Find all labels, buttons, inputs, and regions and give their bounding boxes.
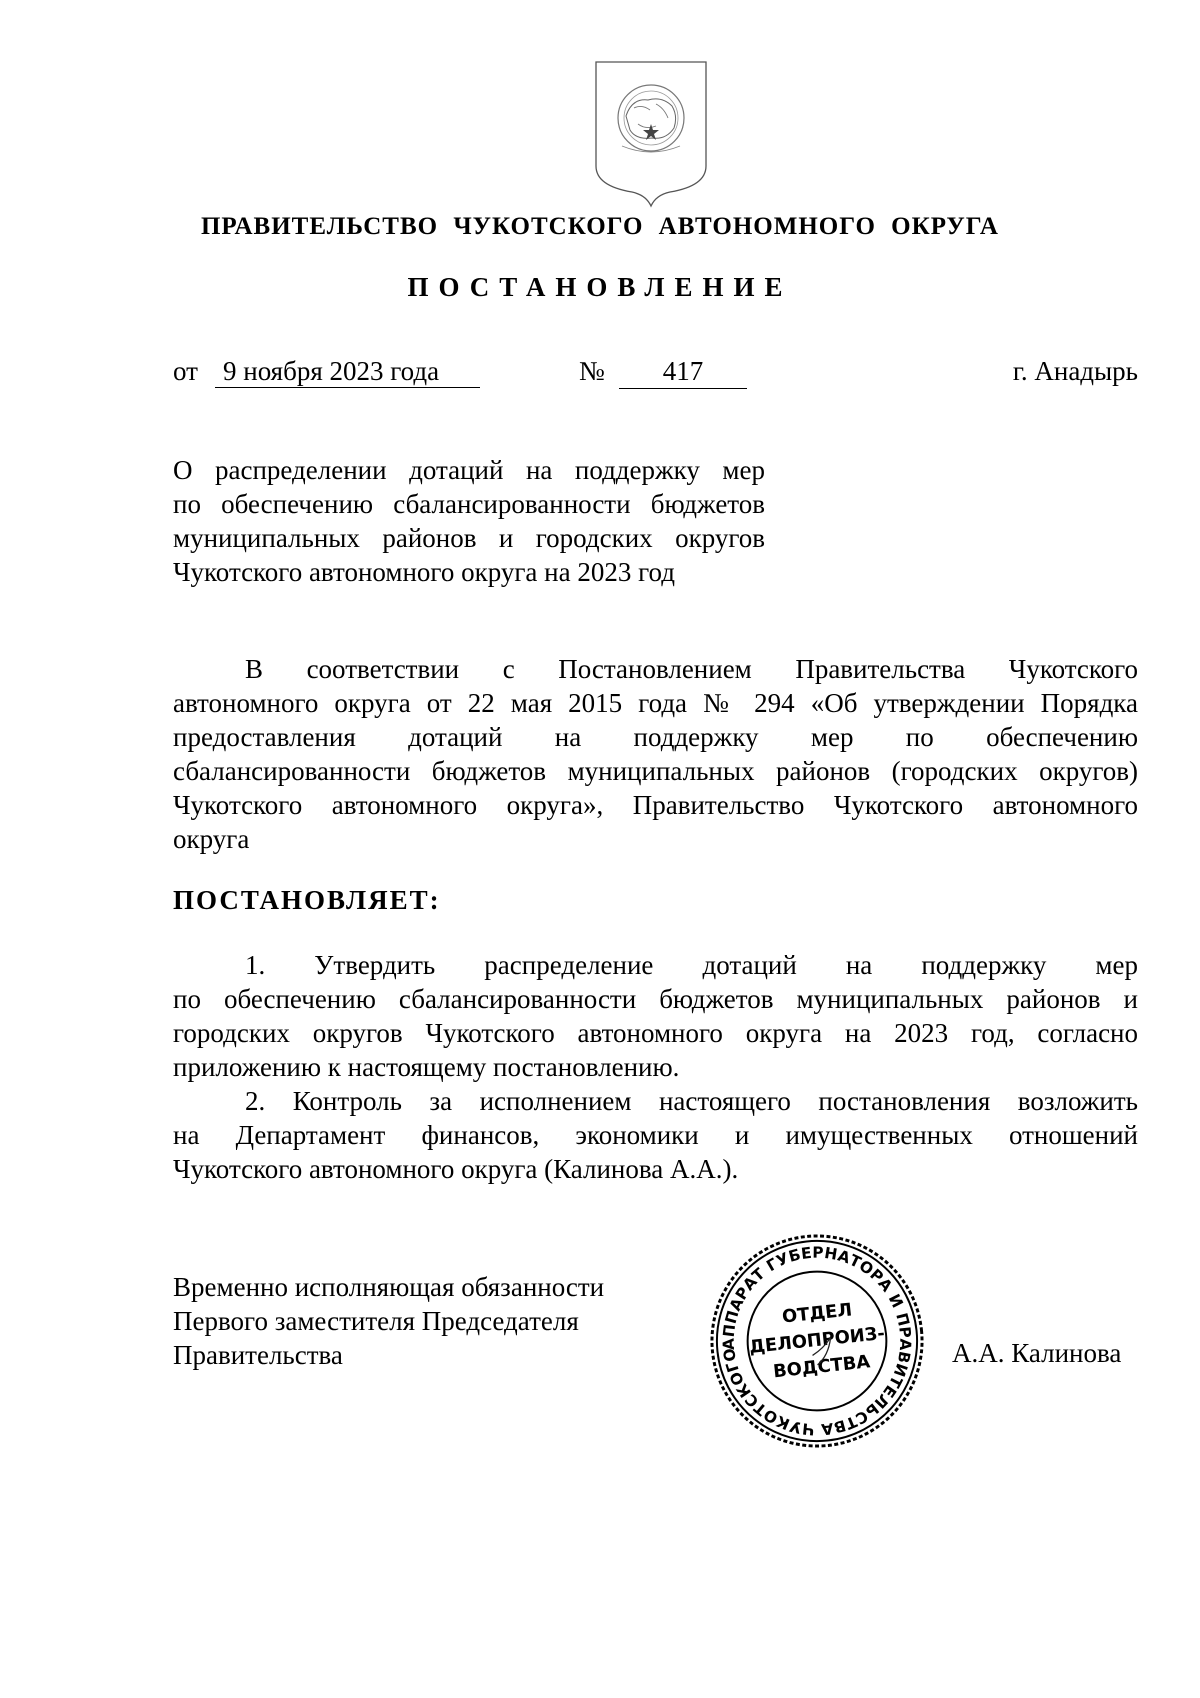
item-line: городских округов Чукотского автономного округа на 2023 год, согласно — [173, 1018, 1138, 1048]
preamble-line: сбалансированности бюджетов муниципальных районов (городских округов) — [173, 756, 1138, 786]
item-line: 2. Контроль за исполнением настоящего постановления возложить — [245, 1086, 1138, 1116]
stamp-center-line: ВОДСТВА — [772, 1351, 872, 1383]
item-line: Чукотского автономного округа (Калинова А.А.). — [173, 1154, 739, 1184]
document-subject — [173, 453, 765, 589]
signer-position — [173, 1270, 604, 1372]
document-number: 417 — [619, 356, 747, 389]
subject-line: Чукотского автономного округа на 2023 год — [173, 557, 675, 587]
signer-position-line: Временно исполняющая обязанности — [173, 1272, 605, 1302]
stamp-ring-text: АППАРАТ ГУБЕРНАТОРА И ПРАВИТЕЛЬСТВА ЧУКОТСКОГО — [719, 1243, 915, 1439]
subject-line: муниципальных районов и городских округов — [173, 523, 765, 553]
preamble-line: Чукотского автономного округа», Правительство Чукотского автономного — [173, 790, 1138, 820]
stamp-center-line: ОТДЕЛ — [781, 1299, 854, 1328]
preamble-line: предоставления дотаций на поддержку мер по обеспечению — [173, 722, 1138, 752]
document-city: г. Анадырь — [1012, 356, 1138, 386]
item-line: по обеспечению сбалансированности бюджетов муниципальных районов и — [173, 984, 1138, 1014]
signer-position-line: Правительства — [173, 1340, 343, 1370]
official-stamp — [708, 1232, 926, 1450]
item-line: 1. Утвердить распределение дотаций на поддержку мер — [245, 950, 1138, 980]
preamble-line: автономного округа от 22 мая 2015 года № 294 «Об утверждении Порядка — [173, 688, 1138, 718]
number-label: № — [579, 356, 605, 386]
stamp-center-line: ДЕЛОПРОИЗ- — [748, 1322, 886, 1359]
item-line: приложению к настоящему постановлению. — [173, 1052, 680, 1082]
signer-position-line: Первого заместителя Председателя — [173, 1306, 579, 1336]
preamble-line: округа — [173, 824, 250, 854]
item-line: на Департамент финансов, экономики и имущественных отношений — [173, 1120, 1138, 1150]
preamble-line: В соответствии с Постановлением Правительства Чукотского — [245, 654, 1138, 684]
decree-word: ПОСТАНОВЛЯЕТ: — [173, 885, 441, 915]
document-date: 9 ноября 2023 года — [215, 356, 480, 388]
subject-line: О распределении дотаций на поддержку мер — [173, 455, 765, 485]
document-type-title: ПОСТАНОВЛЕНИЕ — [407, 272, 793, 302]
document-meta-row — [173, 356, 1138, 392]
preamble-paragraph — [173, 652, 1138, 856]
subject-line: по обеспечению сбалансированности бюджетов — [173, 489, 765, 519]
coat-of-arms-emblem — [592, 58, 710, 208]
decree-items — [173, 948, 1138, 1186]
signer-name: А.А. Калинова — [952, 1338, 1122, 1368]
date-from-label: от — [173, 356, 198, 386]
government-title: ПРАВИТЕЛЬСТВО ЧУКОТСКОГО АВТОНОМНОГО ОКРУГА — [200, 213, 999, 240]
